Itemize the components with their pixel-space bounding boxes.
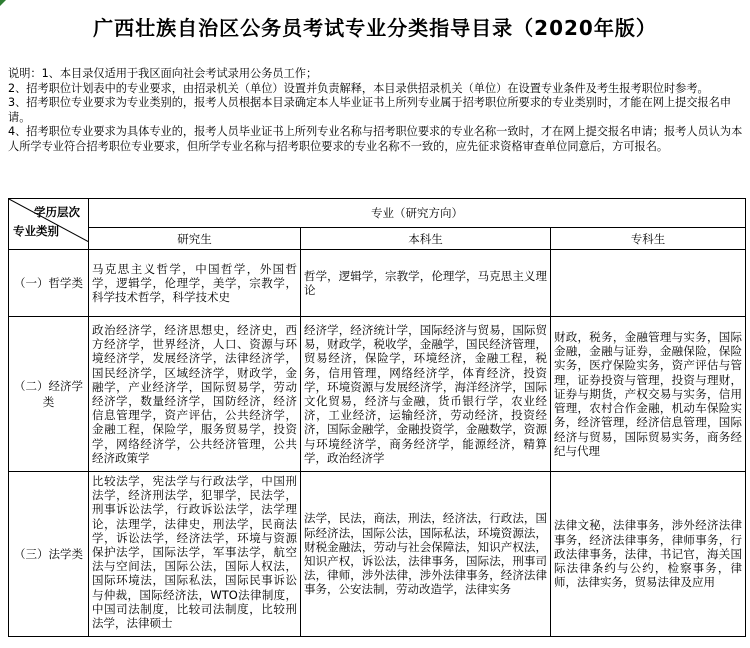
corner-top-label: 学历层次 bbox=[34, 205, 80, 219]
table-row bbox=[9, 317, 746, 472]
grad-majors-cell: 比较法学，宪法学与行政法学，中国刑法学，经济刑法学，犯罪学，民法学，刑事诉讼法学，行政诉讼法学，法学理论，法理学，法律史，刑法学，民商法学，诉讼法学，经济法学，环境与资源保护法学，国际法学，军事法学，航空法与空间法，国际公法，国际人权法，国际环境法，国际私法，国际民事诉讼与仲裁，国际经济法，WTO法律制度，中国司法制度，比较司法制度，比较刑法学，法律硕士 bbox=[89, 472, 301, 637]
notes-block bbox=[8, 67, 744, 154]
category-cell: （三）法学类 bbox=[9, 472, 89, 637]
college-majors-cell: 财政，税务，金融管理与实务，国际金融，金融与证券，金融保险，保险实务，医疗保险实务，资产评估与管理，证券投资与管理，投资与理财，证券与期货，产权交易与实务，信用管理，农村合作金融，机动车保险实务，经济管理，经济信息管理，国际经济与贸易，国际贸易实务，商务经纪与代理 bbox=[551, 317, 746, 472]
category-cell: （二）经济学类 bbox=[9, 317, 89, 472]
category-cell: （一）哲学类 bbox=[9, 250, 89, 317]
grad-majors-cell: 政治经济学，经济思想史，经济史，西方经济学，世界经济，人口、资源与环境经济学，发展经济学，法律经济学，国民经济学，区域经济学，财政学，金融学，产业经济学，国际贸易学，劳动经济学，数量经济学，国防经济，经济信息管理学，资产评估，公共经济学，金融工程，保险学，服务贸易学，投资学，网络经济学，公共经济管理，公共经济政策学 bbox=[89, 317, 301, 472]
page-title: 广西壮族自治区公务员考试专业分类指导目录（2020年版） bbox=[93, 16, 657, 40]
undergrad-majors-cell: 哲学，逻辑学，宗教学，伦理学，马克思主义理论 bbox=[301, 250, 551, 317]
note-line: 说明：1、本目录仅适用于我区面向社会考试录用公务员工作； bbox=[8, 67, 318, 80]
corner-header-cell bbox=[9, 199, 89, 250]
major-catalog-table bbox=[8, 198, 746, 637]
table-row bbox=[9, 250, 746, 317]
table-row bbox=[9, 472, 746, 637]
college-majors-cell: 法律文秘，法律事务，涉外经济法律事务，经济法律事务，律师事务，行政法律事务，法律，书记官，海关国际法律条约与公约，检察事务，律师，法律实务，贸易法律及应用 bbox=[551, 472, 746, 637]
note-line: 4、招考职位专业要求为具体专业的，报考人员毕业证书上所列专业名称与招考职位要求的专业名称一致时，才在网上提交报名申请；报考人员认为本人所学专业符合招考职位专业要求，但所学专业名称与招考职位要求的专业名称不一致的，应先征求资格审查单位同意后，方可报名。 bbox=[8, 125, 743, 153]
level-header-college: 专科生 bbox=[551, 228, 746, 250]
level-header-undergrad: 本科生 bbox=[301, 228, 551, 250]
undergrad-majors-cell: 法学，民法，商法，刑法，经济法，行政法，国际经济法，国际公法，国际私法，环境资源法，财税金融法，劳动与社会保障法，知识产权法，知识产权，诉讼法，法律事务，国际法，刑事司法，律师，涉外法律，涉外法律事务，经济法律事务，公安法制，劳动改造学，法律实务 bbox=[301, 472, 551, 637]
note-line: 2、招考职位计划表中的专业要求，由招录机关（单位）设置并负责解释，本目录供招录机关（单位）在设置专业条件及考生报考职位时参考。 bbox=[8, 81, 709, 95]
corner-bottom-label: 专业类别 bbox=[13, 224, 59, 238]
note-line: 3、招考职位专业要求为专业类别的，报考人员根据本目录确定本人毕业证书上所列专业属于招考职位所要求的专业类别时，才能在网上提交报名申请。 bbox=[8, 96, 732, 124]
undergrad-majors-cell: 经济学，经济统计学，国际经济与贸易，国际贸易，财政学，税收学，金融学，国民经济管理，贸易经济，保险学，环境经济，金融工程，税务，信用管理，网络经济学，体育经济，投资学，环境资源与发展经济学，海洋经济学，国际文化贸易，经济与金融，货币银行学，农业经济，工业经济，运输经济，劳动经济，投资经济，国际金融学，金融投资学，金融数学，资源与环境经济学，商务经济学，能源经济，精算学，政治经济学 bbox=[301, 317, 551, 472]
college-majors-cell bbox=[551, 250, 746, 317]
grad-majors-cell: 马克思主义哲学，中国哲学，外国哲学，逻辑学，伦理学，美学，宗教学，科学技术哲学，科学技术史 bbox=[89, 250, 301, 317]
cell-marker bbox=[0, 0, 6, 6]
major-header: 专业（研究方向） bbox=[89, 199, 746, 228]
level-header-grad: 研究生 bbox=[89, 228, 301, 250]
